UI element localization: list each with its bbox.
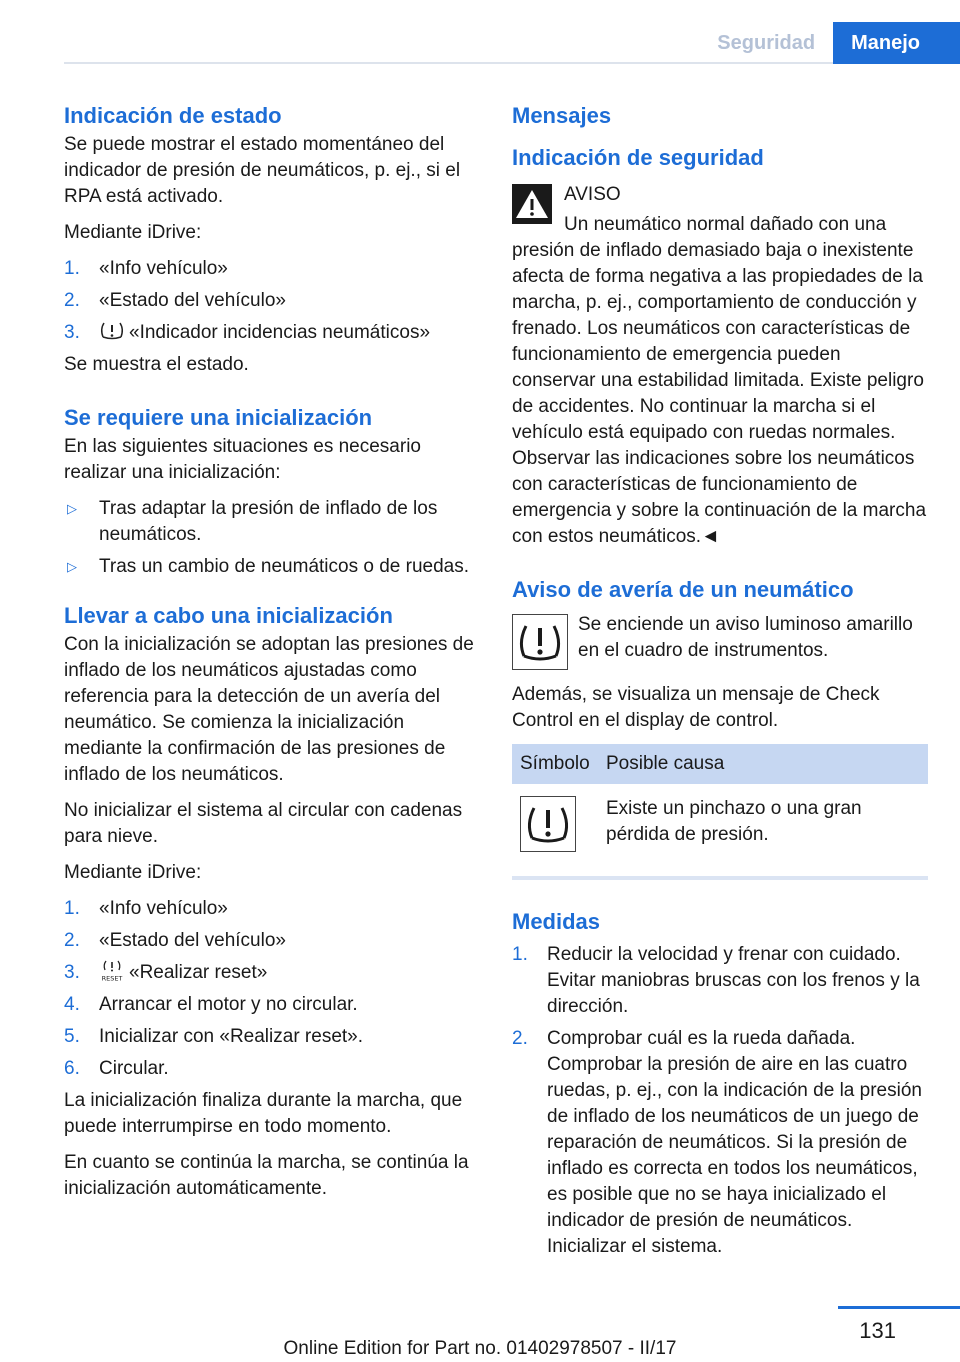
list-item <box>64 896 480 922</box>
step-number: 1. <box>512 944 528 965</box>
table-row <box>512 784 928 872</box>
bullet-triangle-icon: ▷ <box>67 501 77 516</box>
step-number: 3. <box>64 322 80 343</box>
bullets-inicializacion <box>64 496 480 580</box>
paragraph: Además, se visualiza un mensaje de Check Control en el display de control. <box>512 684 880 731</box>
table-header: Símbolo <box>512 744 598 784</box>
table-header: Posible causa <box>598 744 928 784</box>
steps-medidas <box>512 942 928 1260</box>
paragraph: Con la inicialización se adoptan las presiones de inflado de los neumáticos ajustadas como referencia para la detección de un avería del neumático. Se comienza la inicialización mediante la confirmación de las presiones de inflado de los neumáticos. <box>64 634 474 785</box>
steps-estado <box>64 256 480 346</box>
heading-medidas: Medidas <box>512 909 601 934</box>
warning-label: AVISO <box>564 184 621 205</box>
paragraph: La inicialización finaliza durante la marcha, que puede interrumpirse en todo momento. <box>64 1090 463 1137</box>
step-text: «Estado del vehículo» <box>99 290 286 311</box>
step-text: «Info vehículo» <box>99 258 228 279</box>
step-number: 1. <box>64 258 80 279</box>
step-number: 2. <box>512 1028 528 1049</box>
list-item <box>512 1026 928 1260</box>
paragraph: Mediante iDrive: <box>64 862 202 883</box>
steps-inicializacion <box>64 896 480 1082</box>
list-item <box>64 1056 480 1082</box>
step-number: 3. <box>64 962 80 983</box>
list-item <box>64 928 480 954</box>
paragraph: Mediante iDrive: <box>64 222 202 243</box>
safety-warning <box>512 178 928 550</box>
step-text: Arrancar el motor y no circular. <box>99 994 358 1015</box>
step-text: «Realizar reset» <box>129 962 268 983</box>
list-item <box>64 960 480 986</box>
warning-text: Un neumático normal dañado con una presión de inflado demasiado baja o inexistente afecta de forma negativa a las propiedades de la marcha, p. ej., comportamiento de conducción y frenado. Los neumáticos con características de funcionamiento de emergencia pueden conservar una estabilidad limitada. Existe peligro de accidentes. No continuar la marcha si el vehículo está equipado con ruedas normales. Observar las indicaciones sobre los neumáticos con características de funcionamiento de emergencia y sobre la continuación de la marcha con estos neumáticos.◄ <box>512 214 927 547</box>
list-item <box>64 554 480 580</box>
page-number: 131 <box>859 1318 896 1343</box>
section-tabs <box>699 22 960 64</box>
step-text: Inicializar con «Realizar reset». <box>99 1026 364 1047</box>
tpms-warning-icon <box>512 614 568 670</box>
list-item <box>64 496 480 548</box>
step-text: Comprobar cuál es la rueda dañada. Comprobar la presión de aire en las cuatro ruedas, p. ej., con la indicación de la presión de inflado de los neumáticos de un juego de reparación de neumáticos. Si la presión de inflado es correcta en todos los neumáticos, es posible que no se haya inicializado el indicador de presión de neumáticos. Inicializar el sistema. <box>547 1028 922 1257</box>
list-item <box>64 320 480 346</box>
list-item <box>64 1024 480 1050</box>
heading-indicacion-estado: Indicación de estado <box>64 103 282 128</box>
edition-footer: Online Edition for Part no. 01402978507 - II/17 <box>283 1338 677 1359</box>
paragraph: Se enciende un aviso luminoso amarillo en el cuadro de instrumentos. <box>578 614 913 661</box>
tab-seguridad[interactable]: Seguridad <box>717 32 816 54</box>
step-text: «Estado del vehículo» <box>99 930 286 951</box>
heading-aviso-averia: Aviso de avería de un neumático <box>512 577 854 602</box>
step-text: Reducir la velocidad y frenar con cuidado. Evitar maniobras bruscas con los frenos y la dirección. <box>547 944 920 1017</box>
svg-text:RESET: RESET <box>101 974 123 982</box>
step-number: 1. <box>64 898 80 919</box>
list-item <box>512 942 928 1020</box>
step-number: 2. <box>64 290 80 311</box>
bullet-triangle-icon: ▷ <box>67 559 77 574</box>
heading-requiere-inicializacion: Se requiere una inicialización <box>64 405 373 430</box>
tpms-reset-icon <box>99 960 125 982</box>
tab-manejo[interactable]: Manejo <box>833 22 960 64</box>
step-number: 5. <box>64 1026 80 1047</box>
step-text: «Indicador incidencias neumáticos» <box>129 322 431 343</box>
bullet-text: Tras adaptar la presión de inflado de los neumáticos. <box>99 498 438 545</box>
list-item <box>64 992 480 1018</box>
tpms-warning-icon <box>520 796 576 852</box>
left-column <box>64 100 480 1212</box>
list-item <box>64 256 480 282</box>
step-number: 6. <box>64 1058 80 1079</box>
step-text: Circular. <box>99 1058 169 1079</box>
paragraph: Se muestra el estado. <box>64 354 249 375</box>
paragraph: En cuanto se continúa la marcha, se continúa la inicialización automáticamente. <box>64 1152 469 1199</box>
heading-llevar-inicializacion: Llevar a cabo una inicialización <box>64 603 393 628</box>
heading-mensajes: Mensajes <box>512 103 612 128</box>
tpms-warning-icon <box>99 320 125 342</box>
heading-indicacion-seguridad: Indicación de seguridad <box>512 145 764 170</box>
footer-rule <box>838 1306 960 1309</box>
symbol-table <box>512 744 928 872</box>
right-column <box>512 100 928 1266</box>
table-header-row <box>512 744 928 784</box>
bullet-text: Tras un cambio de neumáticos o de ruedas. <box>99 556 469 577</box>
step-number: 4. <box>64 994 80 1015</box>
step-text: «Info vehículo» <box>99 898 228 919</box>
table-cell: Existe un pinchazo o una gran pérdida de presión. <box>606 798 862 845</box>
paragraph: En las siguientes situaciones es necesario realizar una inicialización: <box>64 436 421 483</box>
paragraph: Se puede mostrar el estado momentáneo del indicador de presión de neumáticos, p. ej., si el RPA está activado. <box>64 134 461 207</box>
step-number: 2. <box>64 930 80 951</box>
table-cell <box>512 784 598 872</box>
list-item <box>64 288 480 314</box>
warning-triangle-icon <box>512 184 552 224</box>
paragraph: No inicializar el sistema al circular con cadenas para nieve. <box>64 800 463 847</box>
